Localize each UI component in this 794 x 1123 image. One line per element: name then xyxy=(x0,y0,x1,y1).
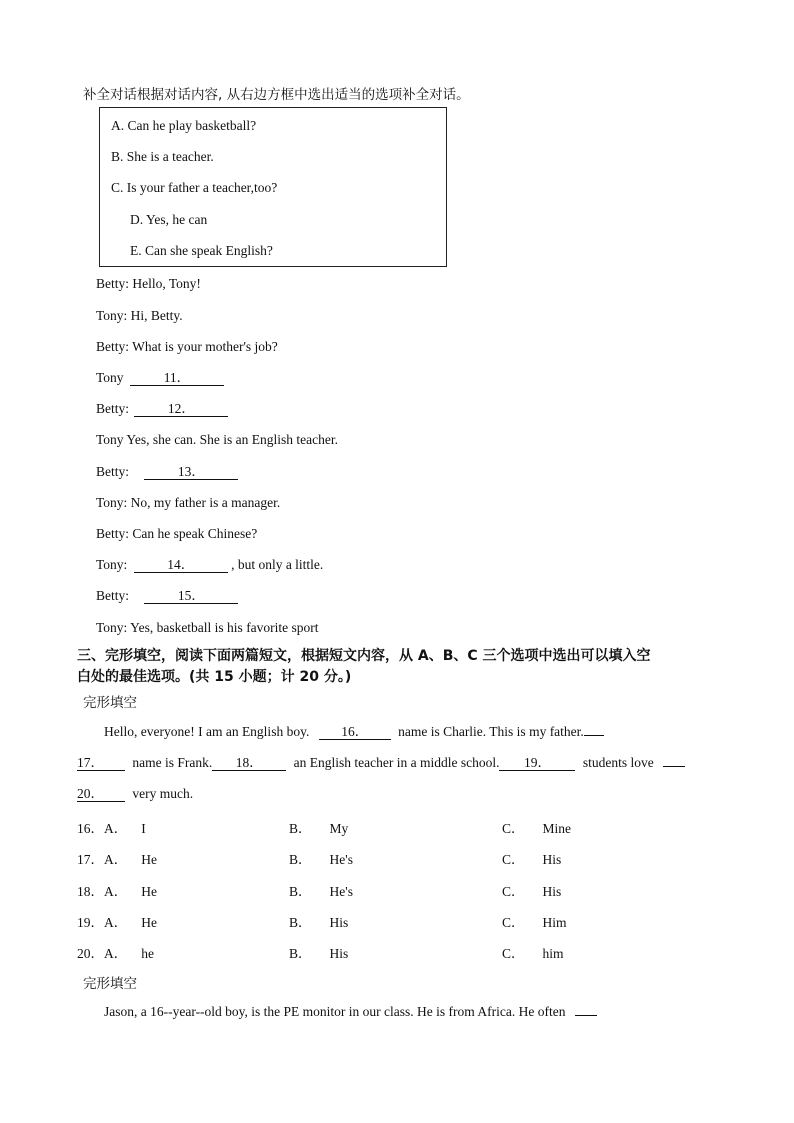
dialogue-line: Betty: Can he speak Chinese? xyxy=(96,526,258,541)
choice-c-row xyxy=(502,817,571,837)
choice-label: B． xyxy=(289,852,312,867)
choice-a[interactable]: He xyxy=(141,884,157,899)
choice-label: B． xyxy=(289,821,312,836)
choice-c[interactable]: Him xyxy=(542,915,567,930)
passage-text: name is Charlie. This is my father. xyxy=(398,724,584,739)
choice-b[interactable]: He's xyxy=(329,884,353,899)
option-e: E. Can she speak English? xyxy=(130,243,273,258)
option-a: A. Can he play basketball? xyxy=(111,118,257,133)
question-number: 19．A． xyxy=(77,915,128,930)
speaker-label: Tony: xyxy=(96,557,128,572)
blank-13[interactable] xyxy=(144,464,238,480)
choice-label: B． xyxy=(289,946,312,961)
cloze-title: 完形填空 xyxy=(83,695,137,711)
choice-c[interactable]: Mine xyxy=(542,821,572,836)
question-row xyxy=(77,848,157,868)
choice-c-row xyxy=(502,942,564,962)
choice-label: C． xyxy=(502,884,525,899)
dialogue-line: Betty: Hello, Tony! xyxy=(96,276,201,291)
choice-b-row xyxy=(289,880,353,900)
dialogue-line: Betty: What is your mother's job? xyxy=(96,339,278,354)
blank-number: 11． xyxy=(163,370,191,385)
blank-15[interactable] xyxy=(144,588,238,604)
choice-a[interactable]: he xyxy=(141,946,154,961)
blank-number: 20． xyxy=(77,786,104,801)
question-row xyxy=(77,911,157,931)
passage-text: name is Frank. xyxy=(132,755,213,770)
blank-number: 18． xyxy=(235,755,263,770)
blank-14[interactable] xyxy=(134,557,228,573)
dialogue-line xyxy=(96,557,323,573)
question-number: 20．A． xyxy=(77,946,128,961)
question-number: 18．A． xyxy=(77,884,128,899)
blank-21-lead[interactable] xyxy=(575,1015,597,1016)
choice-label: C． xyxy=(502,852,525,867)
blank-20-lead[interactable] xyxy=(663,766,685,767)
choice-label: C． xyxy=(502,821,525,836)
choice-label: B． xyxy=(289,884,312,899)
choice-b[interactable]: His xyxy=(329,946,349,961)
blank-number: 16． xyxy=(341,724,369,739)
choice-c-row xyxy=(502,848,561,868)
choice-c[interactable]: him xyxy=(542,946,564,961)
blank-19[interactable] xyxy=(499,755,575,771)
speaker-label: Betty: xyxy=(96,588,129,603)
passage-text: students love xyxy=(582,755,654,770)
choice-a[interactable]: I xyxy=(141,821,146,836)
choice-b[interactable]: My xyxy=(329,821,349,836)
blank-16[interactable] xyxy=(319,724,391,740)
choice-c-row xyxy=(502,911,567,931)
question-number: 17．A． xyxy=(77,852,128,867)
choice-c[interactable]: His xyxy=(542,884,562,899)
blank-17[interactable] xyxy=(77,755,125,771)
blank-number: 17． xyxy=(77,755,104,770)
section-heading: 白处的最佳选项。(共 15 小题；计 20 分。) xyxy=(77,669,352,685)
blank-number: 13． xyxy=(177,464,205,479)
passage-text: an English teacher in a middle school. xyxy=(293,755,500,770)
blank-number: 19． xyxy=(523,755,551,770)
passage-line xyxy=(77,786,193,802)
option-b: B. She is a teacher. xyxy=(111,149,214,164)
choice-c[interactable]: His xyxy=(542,852,562,867)
dialogue-line: Tony: No, my father is a manager. xyxy=(96,495,281,510)
cloze-title: 完形填空 xyxy=(83,976,137,992)
choice-b[interactable]: He's xyxy=(329,852,353,867)
blank-12[interactable] xyxy=(134,401,228,417)
passage-line xyxy=(104,1004,597,1020)
choice-label: C． xyxy=(502,946,525,961)
passage-text: very much. xyxy=(132,786,194,801)
speaker-label: Betty: xyxy=(96,464,129,479)
question-row xyxy=(77,817,146,837)
question-number: 16．A． xyxy=(77,821,128,836)
dialogue-line xyxy=(96,464,238,480)
dialogue-line xyxy=(96,401,228,417)
dialogue-text: , but only a little. xyxy=(231,557,324,572)
choice-b-row xyxy=(289,942,348,962)
section-heading: 三、完形填空，阅读下面两篇短文，根据短文内容，从 A、B、C 三个选项中选出可以填入空 xyxy=(77,648,651,664)
dialogue-line: Tony Yes, she can. She is an English teacher. xyxy=(96,432,339,447)
option-d: D. Yes, he can xyxy=(130,212,208,227)
passage-line xyxy=(104,724,604,740)
speaker-label: Tony xyxy=(96,370,124,385)
choice-c-row xyxy=(502,880,561,900)
dialogue-line xyxy=(96,588,238,604)
choice-b-row xyxy=(289,817,348,837)
dialogue-line xyxy=(96,370,224,386)
blank-17-lead[interactable] xyxy=(584,735,604,736)
choice-a[interactable]: He xyxy=(141,915,157,930)
instruction-text: 补全对话根据对话内容, 从右边方框中选出适当的选项补全对话。 xyxy=(83,87,470,103)
blank-number: 12． xyxy=(167,401,195,416)
choice-label: B． xyxy=(289,915,312,930)
passage-line xyxy=(77,755,685,771)
passage-text: Hello, everyone! I am an English boy. xyxy=(104,724,310,739)
speaker-label: Betty: xyxy=(96,401,129,416)
dialogue-line: Tony: Yes, basketball is his favorite sport xyxy=(96,620,319,635)
passage-text: Jason, a 16--year--old boy, is the PE monitor in our class. He is from Africa. He often xyxy=(104,1004,566,1019)
blank-number: 15． xyxy=(177,588,205,603)
dialogue-line: Tony: Hi, Betty. xyxy=(96,308,183,323)
choice-a[interactable]: He xyxy=(141,852,157,867)
choice-label: C． xyxy=(502,915,525,930)
choice-b-row xyxy=(289,848,353,868)
blank-11[interactable] xyxy=(130,370,224,386)
blank-number: 14． xyxy=(167,557,195,572)
blank-18[interactable] xyxy=(212,755,286,771)
question-row xyxy=(77,942,154,962)
blank-20[interactable] xyxy=(77,786,125,802)
question-row xyxy=(77,880,157,900)
choice-b-row xyxy=(289,911,348,931)
choice-b[interactable]: His xyxy=(329,915,349,930)
option-c: C. Is your father a teacher,too? xyxy=(111,180,278,195)
